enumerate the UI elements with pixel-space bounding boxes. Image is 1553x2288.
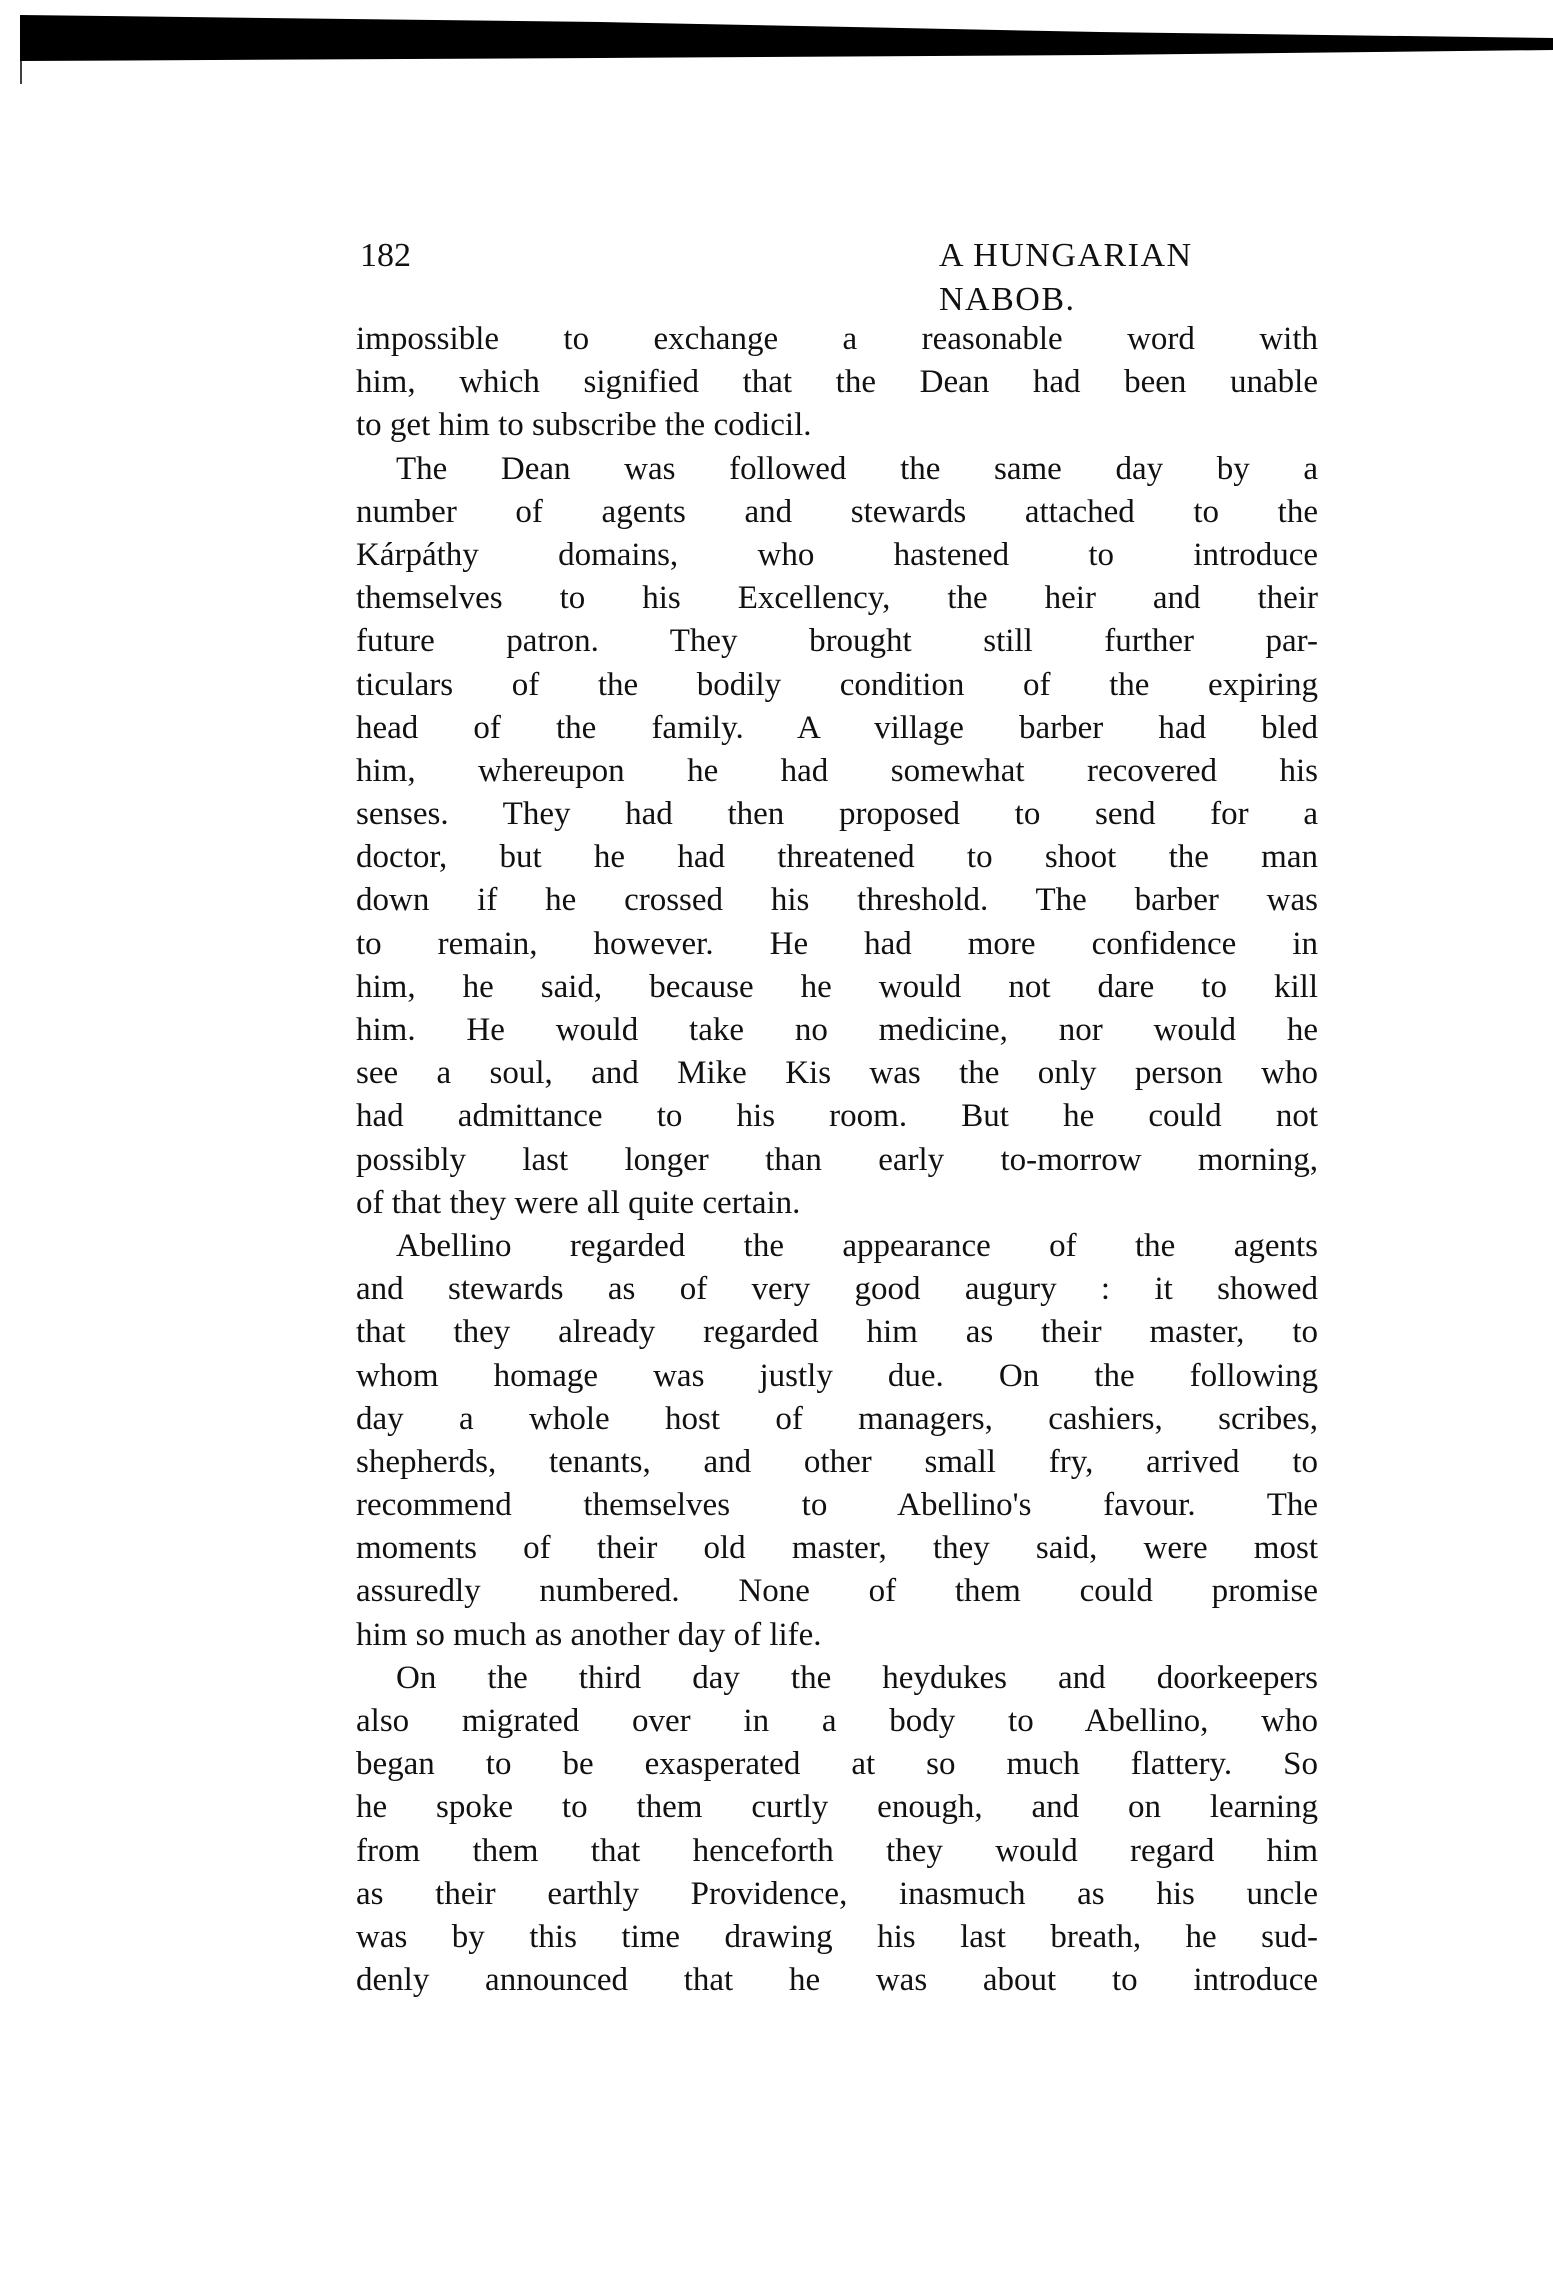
running-header [356, 234, 1318, 318]
text-line: impossible to exchange a reasonable word with [356, 321, 1318, 357]
scan-edge-shadow [0, 0, 1553, 90]
scan-black-band [20, 15, 1553, 61]
text-line: of that they were all quite certain. [356, 1184, 801, 1221]
text-line: shepherds, tenants, and other small fry, arrived to [356, 1443, 1318, 1480]
text-line: moments of their old master, they said, were most [356, 1530, 1318, 1567]
text-line: The Dean was followed the same day by a [396, 450, 1318, 487]
text-line: had admittance to his room. But he could not [356, 1098, 1318, 1135]
text-line: recommend themselves to Abellino's favour. The [356, 1487, 1318, 1524]
text-line: him, which signified that the Dean had been unable [356, 364, 1318, 401]
text-line: down if he crossed his threshold. The barber was [356, 882, 1318, 919]
text-line: denly announced that he was about to introduce [356, 1962, 1318, 1999]
text-line: ticulars of the bodily condition of the expiring [356, 666, 1318, 703]
text-line: see a soul, and Mike Kis was the only person who [356, 1055, 1318, 1092]
text-line: to get him to subscribe the codicil. [356, 407, 812, 444]
text-line: and stewards as of very good augury : it showed [356, 1271, 1318, 1308]
page-number: 182 [360, 237, 411, 274]
text-line: that they already regarded him as their master, to [356, 1314, 1318, 1351]
text-line: doctor, but he had threatened to shoot the man [356, 839, 1318, 876]
text-line: assuredly numbered. None of them could promise [356, 1573, 1318, 1610]
text-line: whom homage was justly due. On the following [356, 1357, 1318, 1394]
text-line: to remain, however. He had more confidence in [356, 925, 1318, 962]
text-line: he spoke to them curtly enough, and on learning [356, 1789, 1318, 1826]
text-line: senses. They had then proposed to send for a [356, 796, 1318, 833]
text-line: him so much as another day of life. [356, 1616, 822, 1653]
text-line: him, whereupon he had somewhat recovered his [356, 752, 1318, 789]
text-line: also migrated over in a body to Abellino, who [356, 1703, 1318, 1739]
text-line: from them that henceforth they would regard him [356, 1832, 1318, 1869]
text-line: as their earthly Providence, inasmuch as his uncle [356, 1875, 1318, 1912]
text-line: began to be exasperated at so much flattery. So [356, 1746, 1318, 1783]
text-line: was by this time drawing his last breath, he sud- [356, 1918, 1318, 1955]
text-line: future patron. They brought still further par- [356, 623, 1318, 660]
text-line: him, he said, because he would not dare to kill [356, 968, 1318, 1005]
text-line: themselves to his Excellency, the heir and their [356, 580, 1318, 617]
text-line: Abellino regarded the appearance of the agents [396, 1227, 1318, 1264]
text-line: day a whole host of managers, cashiers, scribes, [356, 1400, 1318, 1437]
text-line: head of the family. A village barber had bled [356, 709, 1318, 746]
text-line: On the third day the heydukes and doorkeepers [396, 1659, 1318, 1696]
text-line: Kárpáthy domains, who hastened to introduce [356, 536, 1318, 573]
text-line: number of agents and stewards attached to the [356, 493, 1318, 530]
running-title: A HUNGARIAN NABOB. [939, 237, 1193, 318]
text-line: him. He would take no medicine, nor would he [356, 1012, 1318, 1048]
body-text [356, 318, 1318, 2002]
text-line: possibly last longer than early to-morrow morning, [356, 1141, 1318, 1178]
